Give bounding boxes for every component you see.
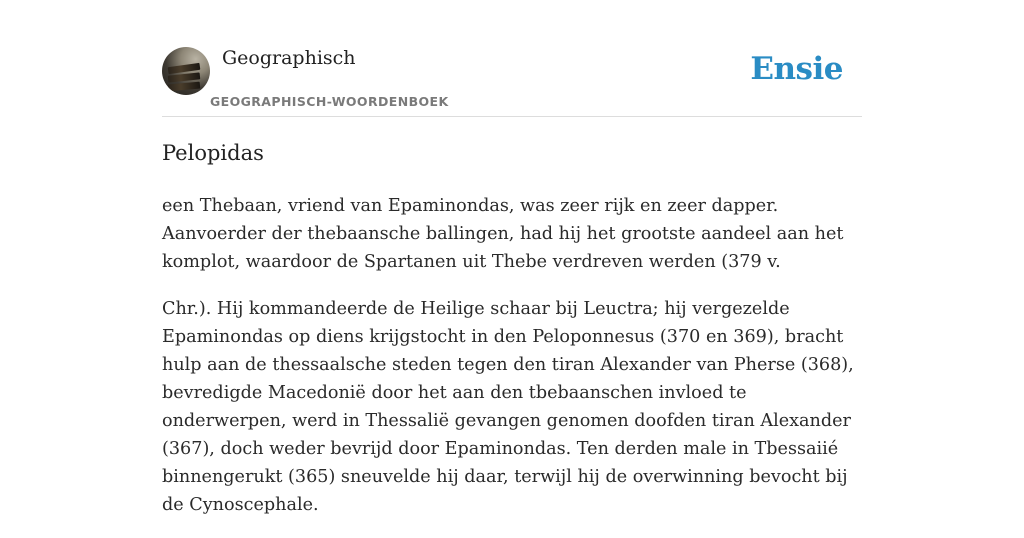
site-name-link[interactable]: Geographisch [222,47,356,69]
site-header [162,46,862,117]
article-body [162,192,866,538]
page-title: Pelopidas [162,141,264,165]
book-spine-icon [168,82,200,92]
site-subtitle: GEOGRAPHISCH-WOORDENBOEK [210,94,449,109]
brand-logo[interactable]: Ensie [750,51,843,87]
article-paragraph: Chr.). Hij kommandeerde de Heilige schaar bij Leuctra; hij vergezelde Epaminondas op diens krijgstocht in den Peloponnesus (370 en 369), bracht hulp aan de thessaalsche steden tegen den tiran Alexander van Pherse (368), bevredigde Macedonië door het aan den tbebaanschen invloed te onderwerpen, werd in Thessalië gevangen genomen doofden tiran Alexander (367), doch weder bevrijd door Epaminondas. Ten derden male in Tbessaiié binnengerukt (365) sneuvelde hij daar, terwijl hij de overwinning bevocht bij de Cynoscephale. [162,299,854,515]
avatar[interactable] [162,47,210,95]
article-paragraph: een Thebaan, vriend van Epaminondas, was zeer rijk en zeer dapper. Aanvoerder der thebaansche ballingen, had hij het grootste aandeel aan het komplot, waardoor de Spartanen uit Thebe verdreven werden (379 v. [162,196,844,272]
